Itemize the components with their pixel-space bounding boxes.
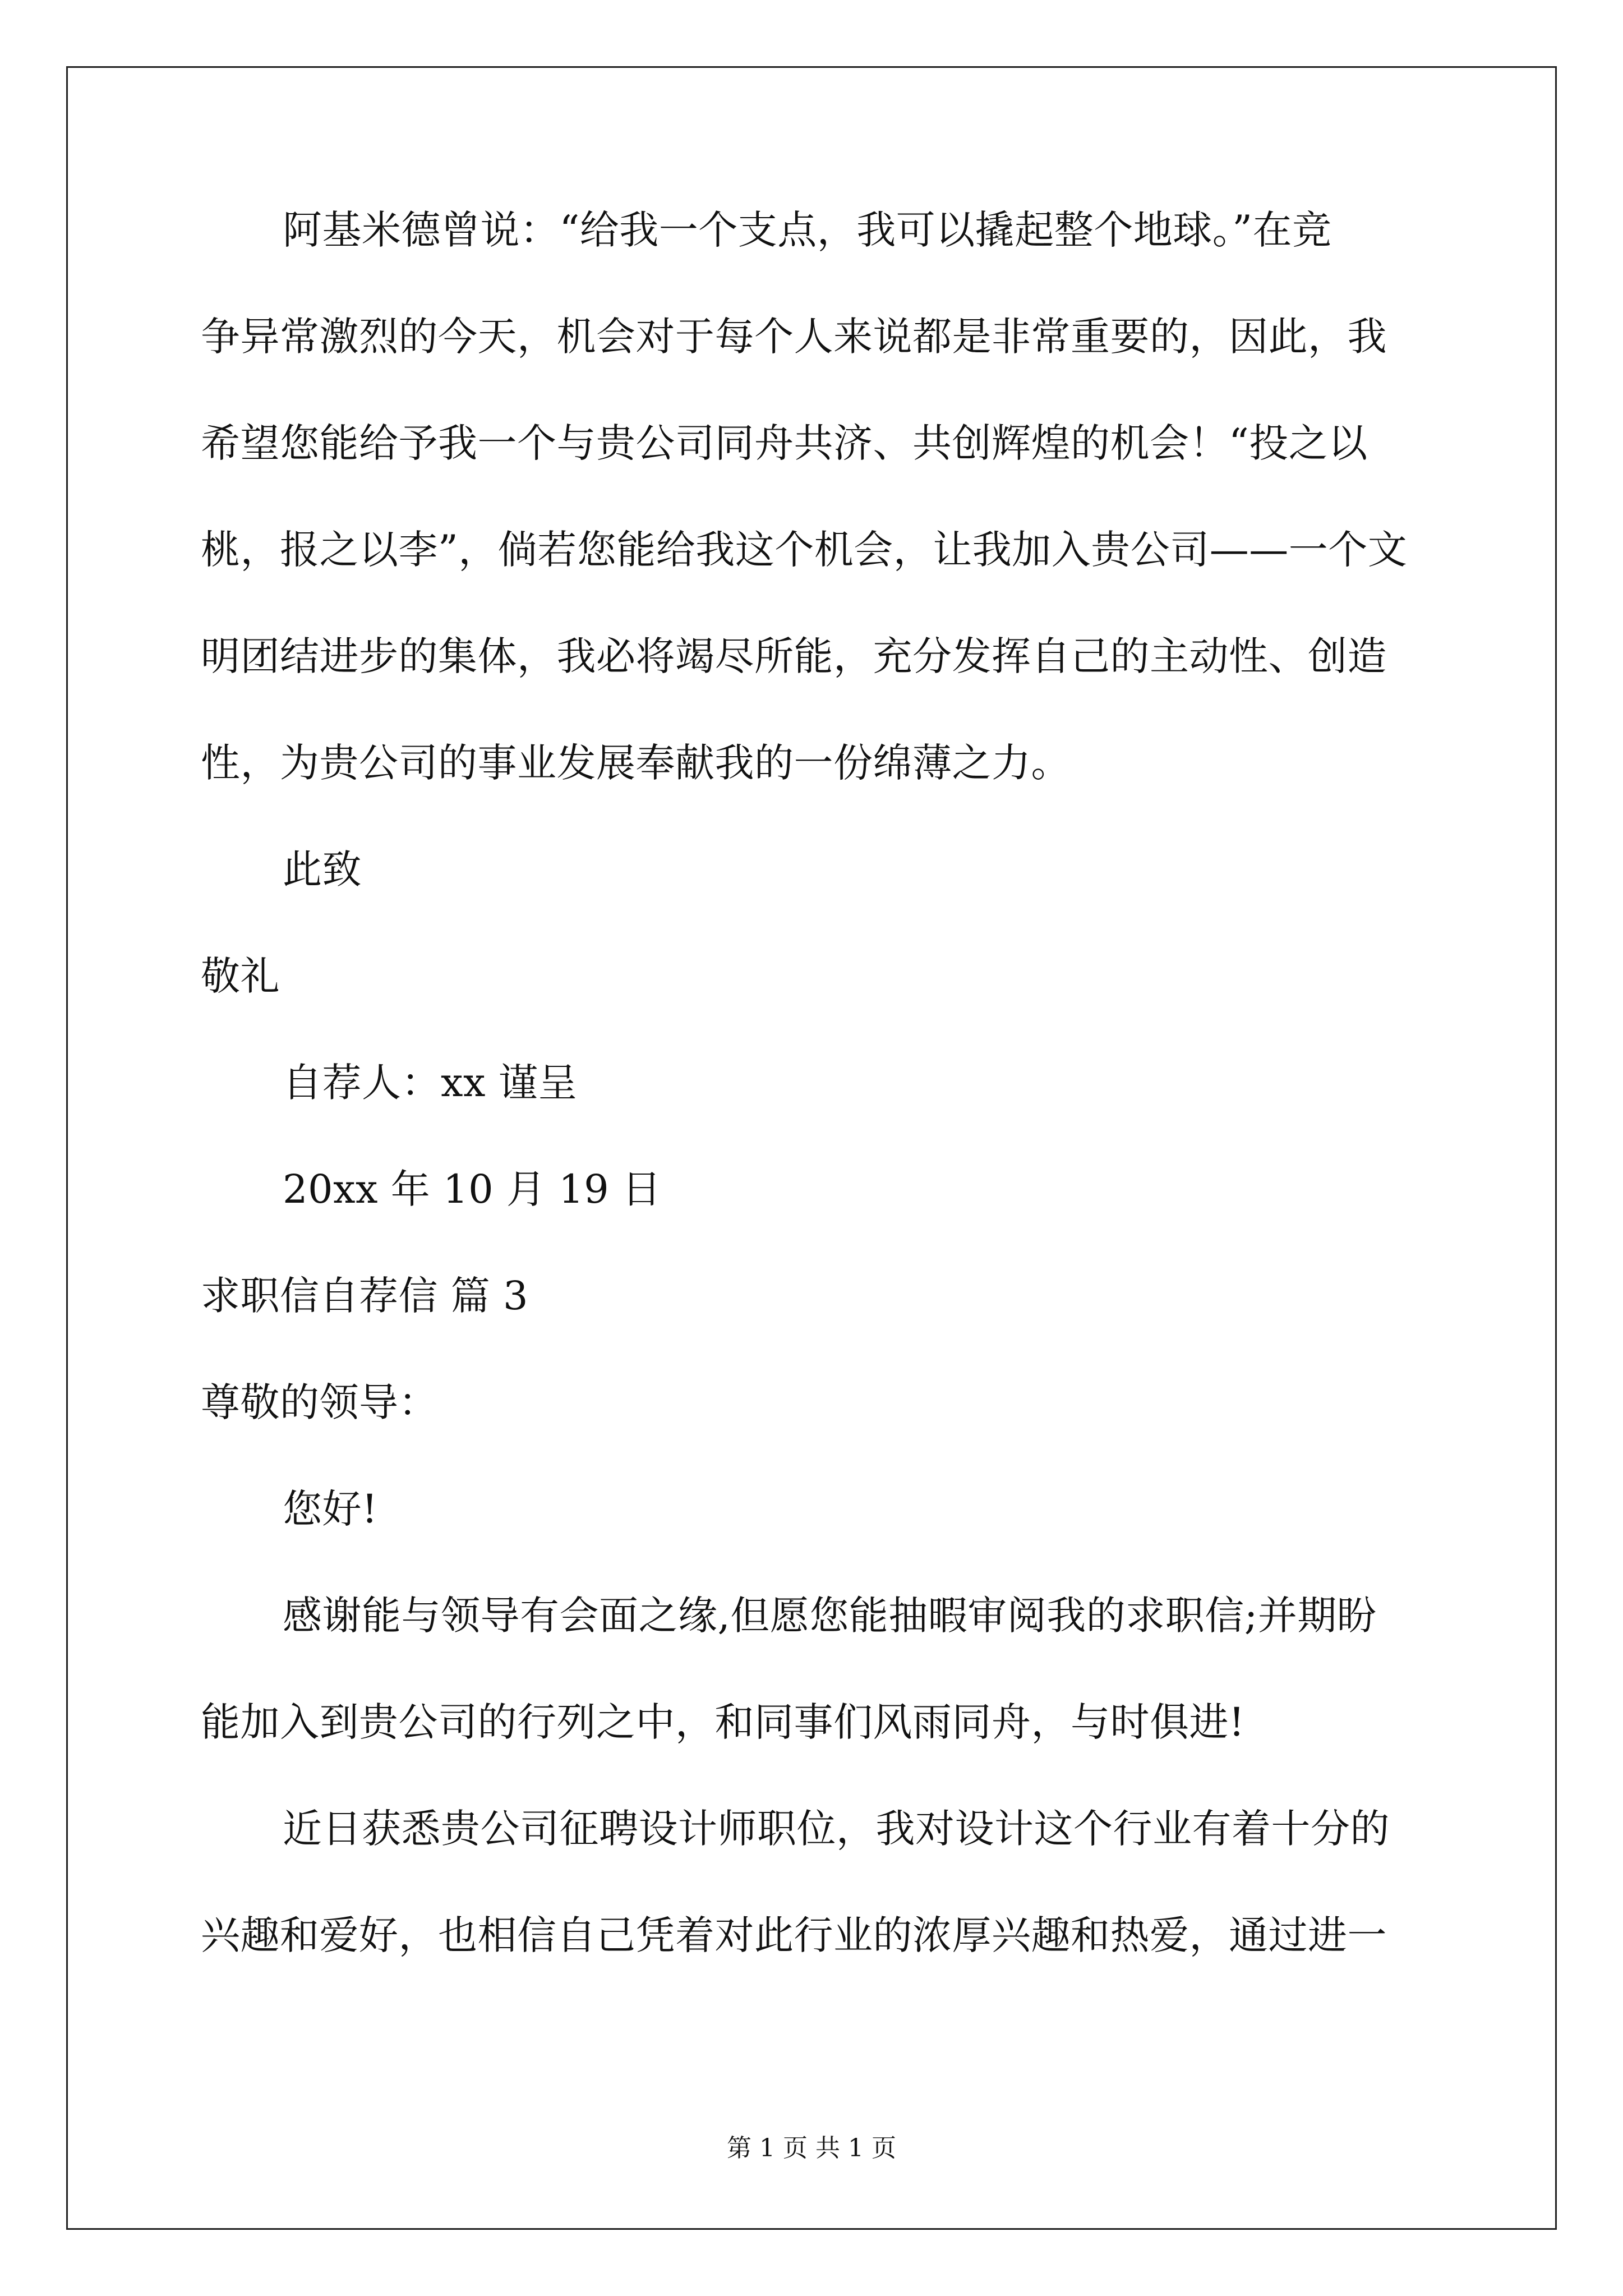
signature-line: 自荐人：xx 谨呈	[283, 1060, 578, 1106]
greeting: 您好!	[283, 1486, 378, 1532]
paragraph-line: 明团结进步的集体，我必将竭尽所能，充分发挥自己的主动性、创造	[201, 633, 1387, 679]
paragraph-line: 希望您能给予我一个与贵公司同舟共济、共创辉煌的机会！“投之以	[201, 420, 1368, 466]
paragraph-line: 感谢能与领导有会面之缘,但愿您能抽暇审阅我的求职信;并期盼	[283, 1593, 1377, 1639]
paragraph-line: 争异常激烈的今天，机会对于每个人来说都是非常重要的，因此，我	[201, 314, 1387, 360]
paragraph-line: 能加入到贵公司的行列之中，和同事们风雨同舟，与时俱进!	[201, 1699, 1245, 1745]
closing-line: 敬礼	[201, 953, 280, 999]
paragraph-line: 桃，报之以李”，倘若您能给我这个机会，让我加入贵公司——一个文	[201, 527, 1408, 573]
section-heading: 求职信自荐信 篇 3	[201, 1273, 529, 1319]
page-border	[66, 66, 1557, 2230]
salutation: 尊敬的领导：	[201, 1379, 438, 1425]
date-line: 20xx 年 10 月 19 日	[283, 1166, 662, 1212]
paragraph-line: 兴趣和爱好，也相信自己凭着对此行业的浓厚兴趣和热爱，通过进一	[201, 1912, 1387, 1958]
closing-line: 此致	[283, 846, 362, 892]
page-footer: 第 1 页 共 1 页	[727, 2134, 896, 2162]
paragraph-line: 近日获悉贵公司征聘设计师职位，我对设计这个行业有着十分的	[283, 1806, 1390, 1852]
paragraph-line: 阿基米德曾说：“给我一个支点，我可以撬起整个地球。”在竞	[283, 207, 1332, 253]
paragraph-line: 性，为贵公司的事业发展奉献我的一份绵薄之力。	[201, 740, 1071, 786]
